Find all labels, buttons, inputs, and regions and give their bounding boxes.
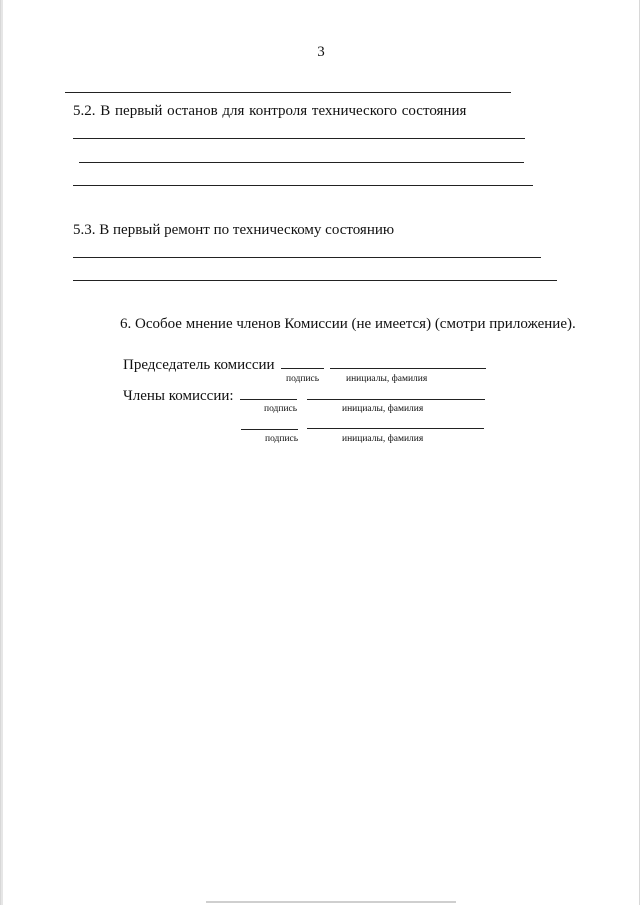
chairman-label: Председатель комиссии — [123, 357, 275, 373]
section-5-2-label: 5.2. В первый останов для контроля технического состояния — [73, 103, 467, 119]
section-5-2-fill-line-1 — [73, 138, 525, 139]
member-1-name-caption: инициалы, фамилия — [342, 404, 424, 414]
page-left-edge — [1, 0, 3, 905]
section-5-2-fill-line-3 — [73, 185, 533, 186]
section-5-2-fill-line-2 — [79, 162, 524, 163]
chairman-name-caption: инициалы, фамилия — [346, 374, 428, 384]
member-2-signature-line — [241, 429, 298, 430]
section-5-3-fill-line-2 — [73, 280, 557, 281]
page-number: 3 — [317, 44, 325, 60]
section-5-3-label: 5.3. В первый ремонт по техническому состоянию — [73, 222, 395, 238]
section-6-label: 6. Особое мнение членов Комиссии (не имеется) (смотри приложение). — [120, 316, 576, 332]
member-1-signature-line — [240, 399, 297, 400]
section-5-3-fill-line-1 — [73, 257, 541, 258]
chairman-name-line — [330, 368, 486, 369]
page-bottom-edge — [206, 901, 456, 903]
member-2-signature-caption: подпись — [265, 434, 299, 444]
member-1-name-line — [307, 399, 485, 400]
member-1-signature-caption: подпись — [264, 404, 298, 414]
member-2-name-caption: инициалы, фамилия — [342, 434, 424, 444]
chairman-signature-line — [281, 368, 324, 369]
chairman-signature-caption: подпись — [286, 374, 320, 384]
fill-line-top — [65, 92, 511, 93]
member-2-name-line — [307, 428, 484, 429]
members-label: Члены комиссии: — [123, 388, 234, 404]
